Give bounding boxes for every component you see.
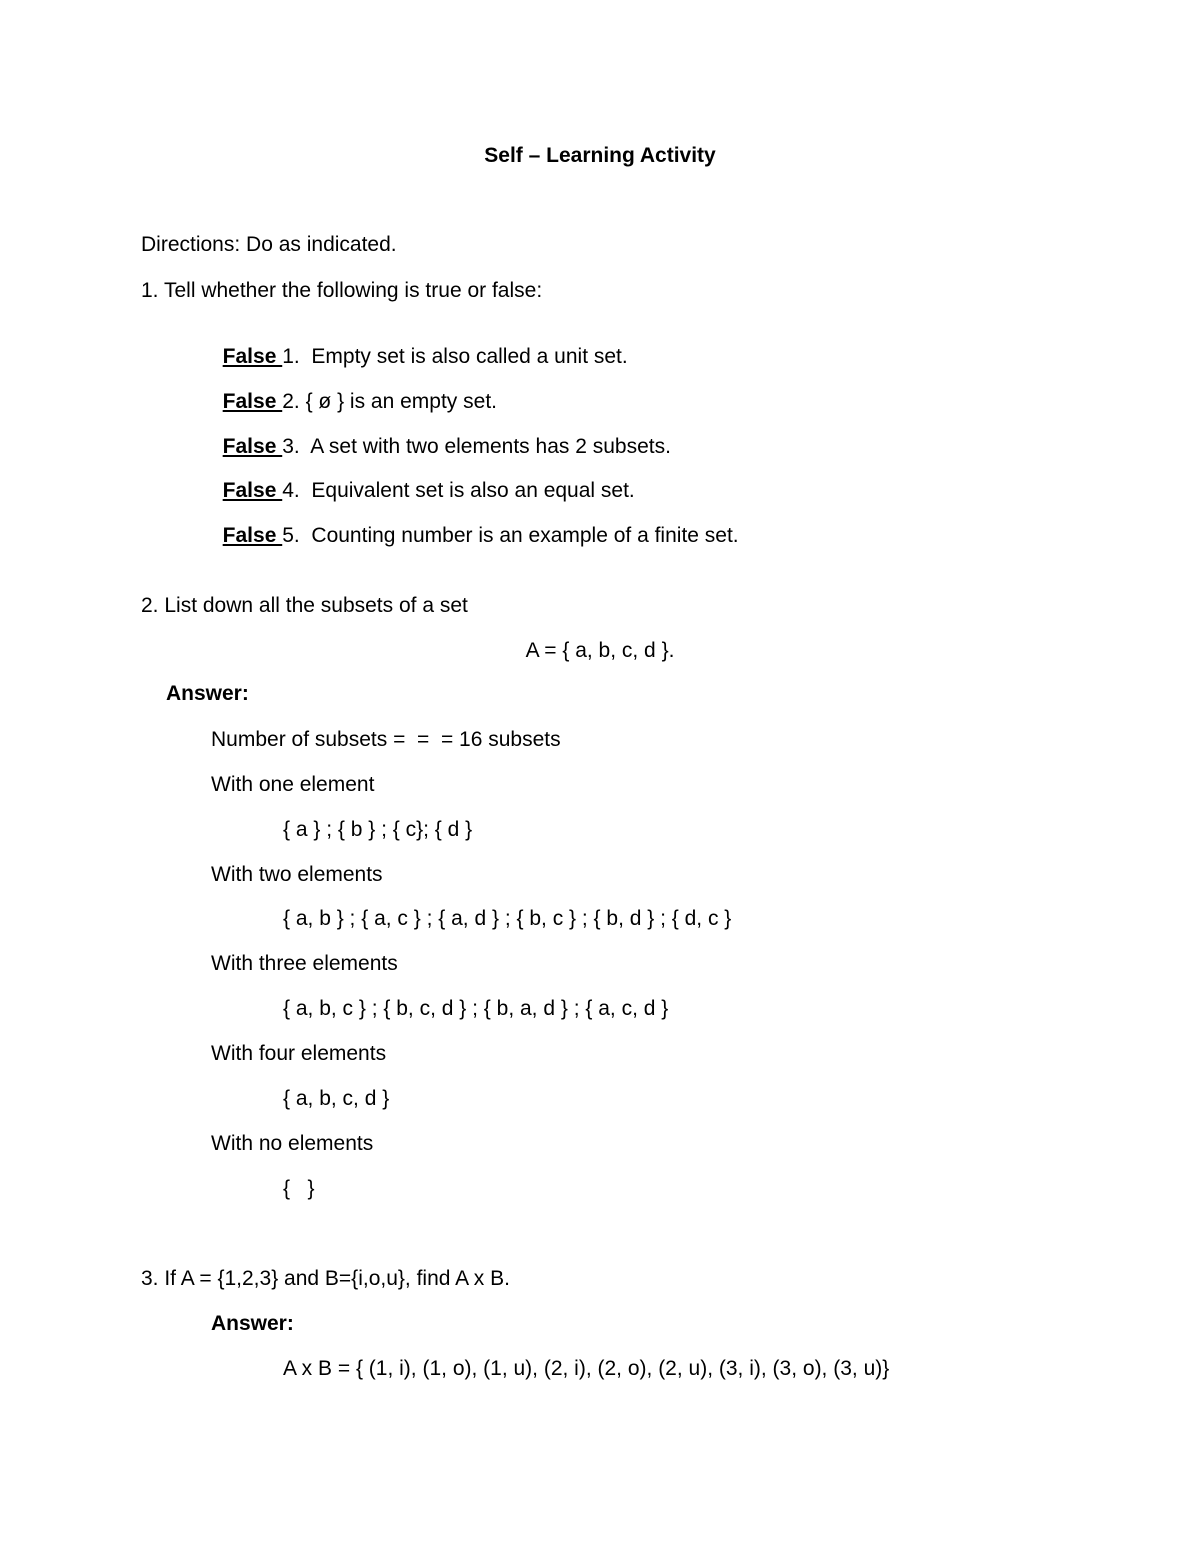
group-subsets-four: { a, b, c, d } xyxy=(283,1087,390,1110)
tf-item-2 xyxy=(211,370,497,412)
tf-statement-4: 4. Equivalent set is also an equal set. xyxy=(282,479,635,502)
tf-item-3 xyxy=(211,415,671,457)
tf-answer-4: False xyxy=(222,479,283,502)
tf-answer-2: False xyxy=(222,390,283,413)
subset-count: Number of subsets = = = 16 subsets xyxy=(211,728,561,751)
group-subsets-three: { a, b, c } ; { b, c, d } ; { b, a, d } ; { a, c, d } xyxy=(283,997,669,1020)
question-3-prompt: 3. If A = {1,2,3} and B={i,o,u}, find A x B. xyxy=(141,1267,510,1290)
group-subsets-two: { a, b } ; { a, c } ; { a, d } ; { b, c } ; { b, d } ; { d, c } xyxy=(283,907,732,930)
group-heading-none: With no elements xyxy=(211,1132,374,1155)
group-subsets-one: { a } ; { b } ; { c}; { d } xyxy=(283,818,473,841)
cartesian-product: A x B = { (1, i), (1, o), (1, u), (2, i), (2, o), (2, u), (3, i), (3, o), (3, u)} xyxy=(283,1357,890,1380)
question-2-prompt: 2. List down all the subsets of a set xyxy=(141,594,468,617)
tf-statement-1: 1. Empty set is also called a unit set. xyxy=(282,345,628,368)
tf-statement-2: 2. { ø } is an empty set. xyxy=(282,390,497,413)
answer-label-2: Answer: xyxy=(166,682,249,705)
tf-item-5 xyxy=(211,504,739,546)
tf-item-1 xyxy=(211,325,628,367)
group-heading-one: With one element xyxy=(211,773,375,796)
tf-answer-3: False xyxy=(222,435,283,458)
tf-item-4 xyxy=(211,459,635,501)
question-1-prompt: 1. Tell whether the following is true or false: xyxy=(141,279,543,302)
group-heading-three: With three elements xyxy=(211,952,398,975)
tf-statement-3: 3. A set with two elements has 2 subsets. xyxy=(282,435,671,458)
directions-text: Directions: Do as indicated. xyxy=(141,233,397,256)
tf-statement-5: 5. Counting number is an example of a finite set. xyxy=(282,524,739,547)
group-heading-two: With two elements xyxy=(211,863,383,886)
tf-answer-1: False xyxy=(222,345,283,368)
group-subsets-none: { } xyxy=(283,1177,315,1200)
page-title: Self – Learning Activity xyxy=(484,144,716,167)
group-heading-four: With four elements xyxy=(211,1042,387,1065)
tf-answer-5: False xyxy=(222,524,283,547)
answer-label-3: Answer: xyxy=(211,1312,294,1335)
set-definition: A = { a, b, c, d }. xyxy=(525,639,675,662)
